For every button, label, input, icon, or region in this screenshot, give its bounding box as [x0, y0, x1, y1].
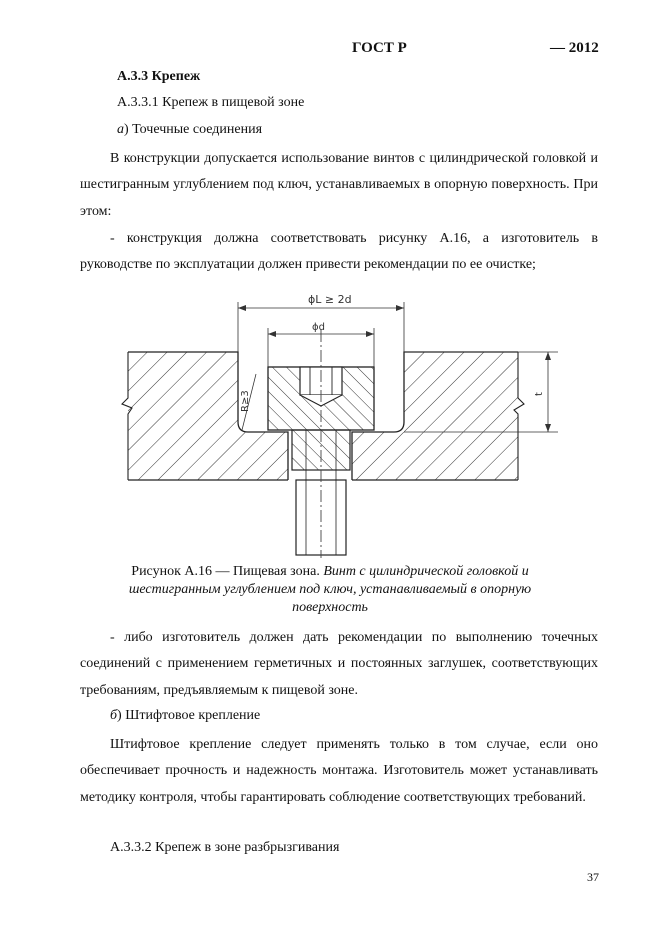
header-year: — 2012 — [550, 40, 599, 56]
item-b-letter: б — [110, 708, 118, 723]
subsection-heading-a332: А.3.3.2 Крепеж в зоне разбрызгивания — [110, 840, 340, 855]
page-number: 37 — [587, 870, 599, 884]
paragraph-screws: В конструкции допускается использование винтов с цилиндрической головкой и шестигранным углублением под ключ, устанавливаемых в опорную поверхность. При этом: — [80, 151, 598, 219]
item-a-heading — [117, 122, 262, 138]
subsection-heading-a331: А.3.3.1 Крепеж в пищевой зоне — [117, 95, 305, 110]
caption-title: Рисунок А.16 — Пищевая зона. — [131, 564, 324, 579]
dimension-radius-label: R≥3 — [240, 390, 251, 412]
item-a-letter: а — [117, 122, 124, 137]
paragraph-plugs: - либо изготовитель должен дать рекомендации по выполнению точечных соединений с применением герметичных и постоянных заглушек, соответствующих требованиям, предъявляемым к пищевой зоне. — [80, 630, 598, 698]
dimension-outer-label: ϕL ≥ 2d — [308, 293, 352, 306]
item-b-text: ) Штифтовое крепление — [117, 708, 261, 723]
paragraph-figure-requirement: - конструкция должна соответствовать рисунку А.16, а изготовитель в руководстве по эксплуатации должен привести рекомендации по ее очистке; — [80, 231, 598, 273]
header-standard: ГОСТ Р — [352, 40, 407, 56]
dimension-height-label: t — [534, 392, 545, 396]
item-b-heading — [110, 708, 260, 724]
figure-a16-drawing — [110, 290, 560, 558]
dimension-inner-label: ϕd — [312, 322, 325, 333]
paragraph-pin-fastening: Штифтовое крепление следует применять только в том случае, если оно обеспечивает прочность и надежность монтажа. Изготовитель может устанавливать методику контроля, чтобы гарантировать соблюдение соответствующих требований. — [80, 737, 598, 805]
item-a-text: ) Точечные соединения — [124, 122, 263, 137]
section-heading-a33: А.3.3 Крепеж — [117, 69, 201, 84]
caption-description: Винт с цилиндрической головкой и шестигранным углублением под ключ, устанавливаемый в опорную поверхность — [128, 564, 532, 615]
figure-caption — [90, 563, 570, 617]
